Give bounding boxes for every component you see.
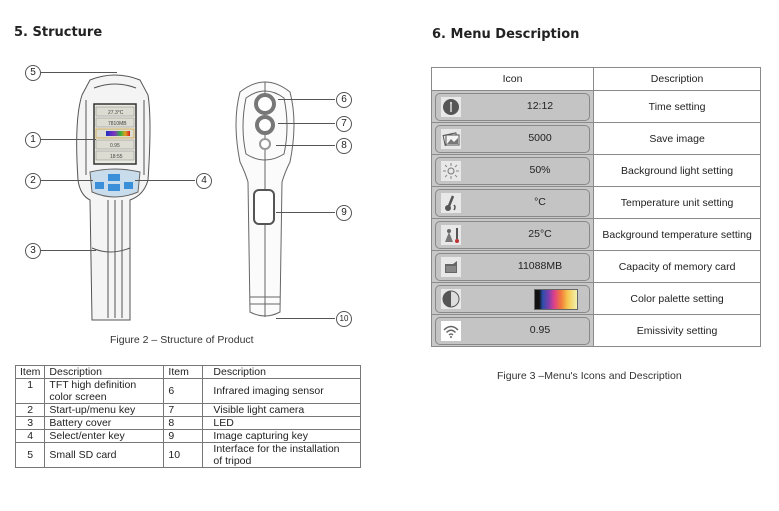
leader-line [41,250,96,251]
parts-table-header [16,366,361,379]
item-description [45,379,164,404]
menu-icon-cell [432,283,594,315]
item-description-line: of tripod [213,455,252,467]
table-row [16,443,361,468]
device-rear-drawing [230,72,300,324]
item-description-line: TFT high definition [49,379,137,391]
menu-description: Emissivity setting [594,315,761,347]
callout-8: 8 [336,138,352,154]
structure-heading: 5. Structure [14,25,103,40]
memory-card-icon [441,257,461,277]
callout-2: 2 [25,173,41,189]
menu-heading: 6. Menu Description [432,27,580,42]
header-icon: Icon [432,68,594,91]
item-description: Infrared imaging sensor [203,379,361,404]
menu-value: 50% [529,163,551,176]
menu-value: 11088MB [517,259,563,272]
contrast-icon [441,289,461,309]
callout-7: 7 [336,116,352,132]
leader-line [276,145,335,146]
clock-icon [441,97,461,117]
header-description: Description [203,366,361,379]
screen-row-temp: 27.3°C [108,110,124,116]
callout-10: 10 [336,311,352,327]
callout-6: 6 [336,92,352,108]
item-number: 8 [164,417,203,430]
table-row [16,404,361,417]
menu-description: Capacity of memory card [594,251,761,283]
menu-row-brightness [432,155,761,187]
menu-row-color-palette [432,283,761,315]
item-number: 5 [16,443,45,468]
menu-value: 25°C [528,227,552,240]
color-palette-swatch [534,289,578,310]
item-description-line: Interface for the installation [213,443,340,455]
item-number: 2 [16,404,45,417]
figure-3-caption: Figure 3 –Menu's Icons and Description [497,370,682,382]
figure-2-caption: Figure 2 – Structure of Product [110,334,254,346]
menu-description: Background light setting [594,155,761,187]
menu-row-memory-card [432,251,761,283]
item-number: 1 [16,379,45,404]
menu-table-header [432,68,761,91]
menu-row-background-temperature [432,219,761,251]
menu-pill [435,189,590,217]
menu-pill [435,157,590,185]
leader-line [276,318,335,319]
menu-value: 12:12 [526,99,554,112]
callout-3: 3 [25,243,41,259]
item-number: 6 [164,379,203,404]
item-number: 9 [164,430,203,443]
item-number: 7 [164,404,203,417]
callout-1: 1 [25,132,41,148]
item-description: Select/enter key [45,430,164,443]
screen-row-emissivity: 0.95 [110,143,120,149]
table-row [16,379,361,404]
menu-description: Save image [594,123,761,155]
menu-pill [435,317,590,345]
table-row [16,417,361,430]
callout-9: 9 [336,205,352,221]
menu-table [431,67,761,347]
menu-icon-cell [432,315,594,347]
item-description: Battery cover [45,417,164,430]
menu-description: Time setting [594,91,761,123]
menu-pill [435,125,590,153]
parts-table [15,365,361,468]
callout-5: 5 [25,65,41,81]
item-description: Visible light camera [203,404,361,417]
leader-line [135,180,195,181]
item-description [203,443,361,468]
menu-value: °C [534,195,546,208]
item-number: 10 [164,443,203,468]
leader-line [276,212,335,213]
leader-line [278,99,335,100]
callout-4: 4 [196,173,212,189]
header-description: Description [594,68,761,91]
menu-pill [435,253,590,281]
menu-pill [435,93,590,121]
menu-icon-cell [432,219,594,251]
menu-pill [435,285,590,313]
item-number: 3 [16,417,45,430]
menu-description: Temperature unit setting [594,187,761,219]
menu-row-emissivity [432,315,761,347]
leader-line [41,180,93,181]
screen-row-time: 18:55 [110,154,123,160]
emissivity-icon [441,321,461,341]
header-item: Item [164,366,203,379]
item-number: 4 [16,430,45,443]
menu-icon-cell [432,123,594,155]
image-save-icon [441,129,461,149]
leader-line [278,123,335,124]
item-description: Image capturing key [203,430,361,443]
background-temp-icon [441,225,461,245]
menu-row-save-image [432,123,761,155]
thermometer-icon [441,193,461,213]
menu-icon-cell [432,91,594,123]
screen-row-memory: 7810MB [108,121,127,127]
menu-row-time [432,91,761,123]
leader-line [41,139,96,140]
item-description: Start-up/menu key [45,404,164,417]
menu-row-temperature-unit [432,187,761,219]
menu-description: Background temperature setting [594,219,761,251]
header-item: Item [16,366,45,379]
menu-icon-cell [432,187,594,219]
table-row [16,430,361,443]
menu-value: 5000 [528,131,552,144]
menu-value: 0.95 [529,323,551,336]
brightness-icon [441,161,461,181]
menu-icon-cell [432,155,594,187]
menu-description: Color palette setting [594,283,761,315]
menu-icon-cell [432,251,594,283]
menu-pill [435,221,590,249]
item-description-line: color screen [49,391,107,403]
item-description: Small SD card [45,443,164,468]
device-front-drawing [60,60,180,330]
item-description: LED [203,417,361,430]
header-description: Description [45,366,164,379]
leader-line [41,72,117,73]
